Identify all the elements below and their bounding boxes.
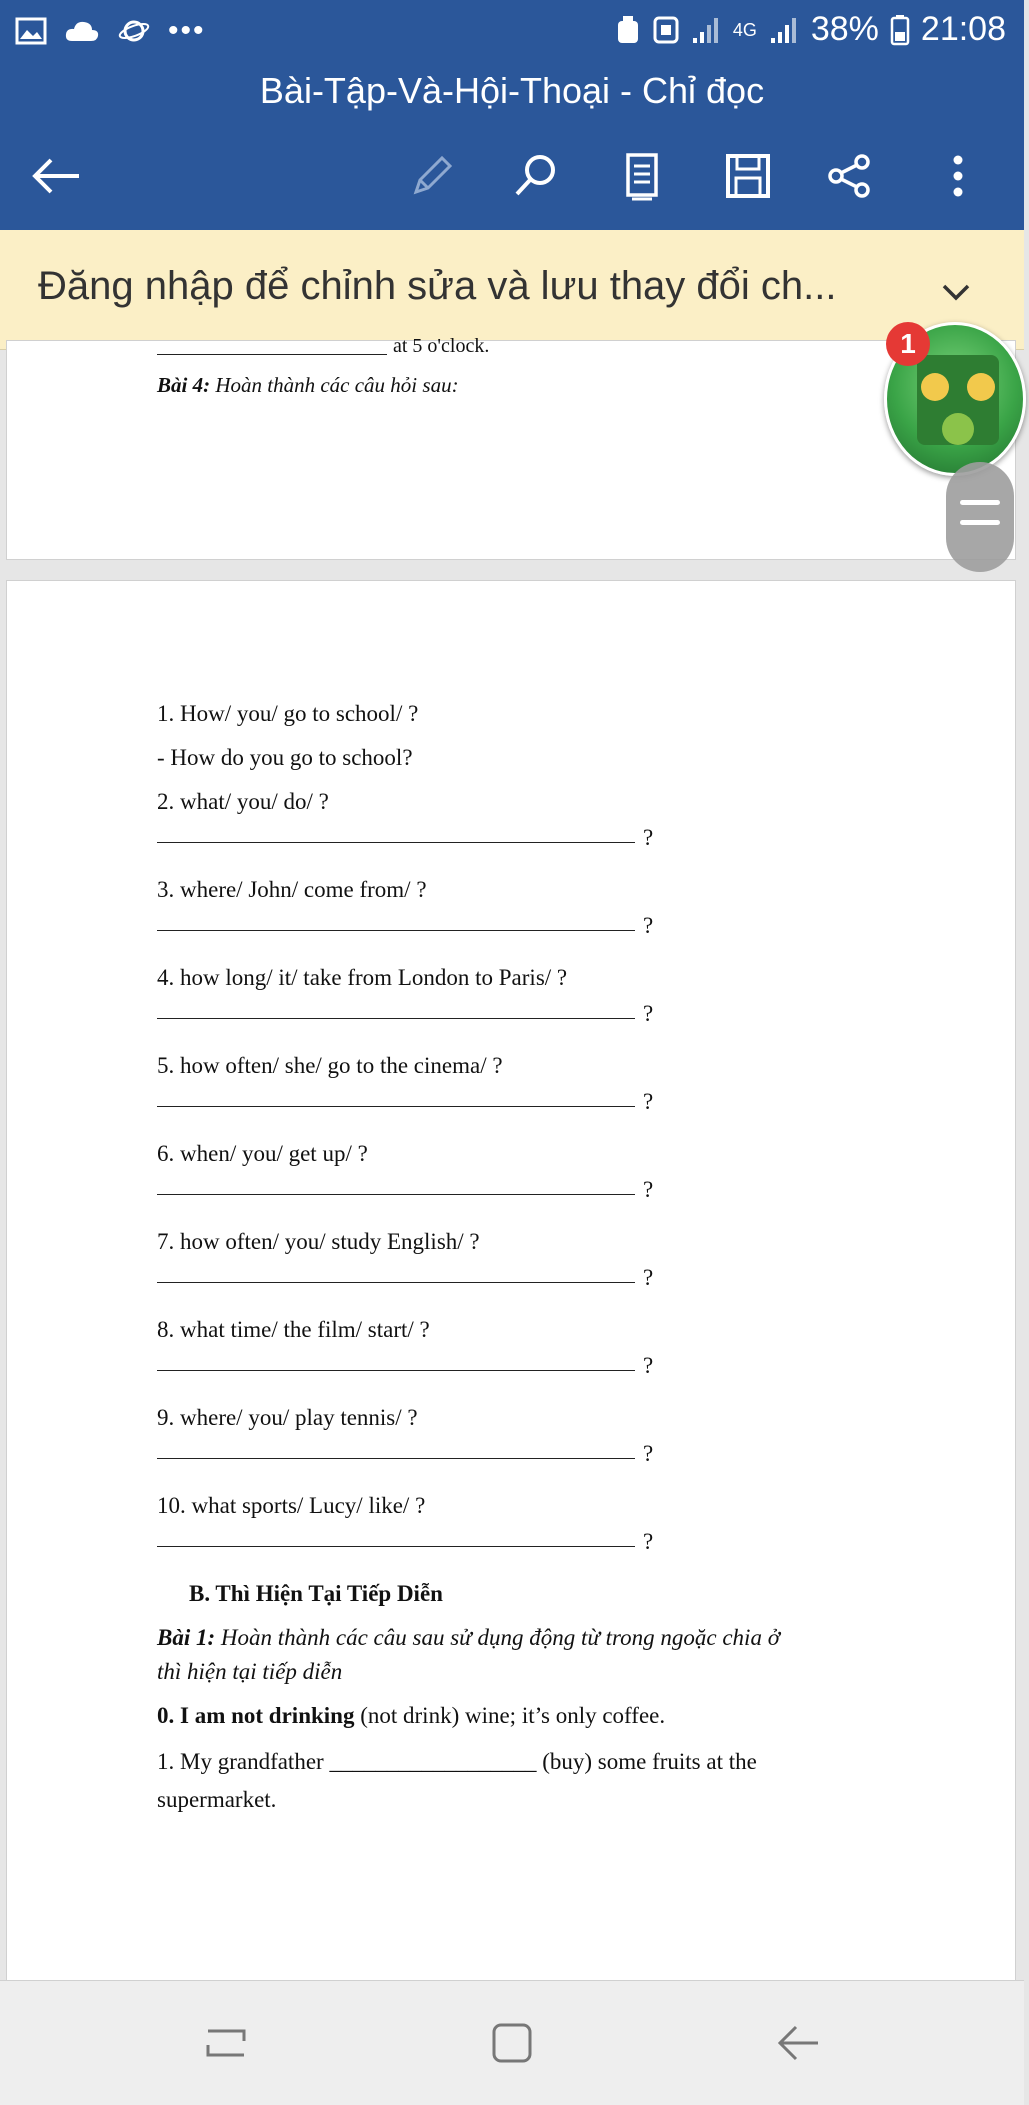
battery-percent: 38%	[810, 10, 879, 48]
question-mark-8: ?	[643, 1353, 654, 1378]
status-notification-icons	[16, 14, 206, 48]
answer-blank-7	[157, 1281, 635, 1283]
question-mark-7: ?	[643, 1265, 654, 1290]
example-0-answer: 0. I am not drinking	[157, 1703, 355, 1728]
question-mark-4: ?	[643, 1001, 654, 1026]
answer-blank-10	[157, 1545, 635, 1547]
section-b-heading: B. Thì Hiện Tại Tiếp Diễn	[189, 1581, 443, 1606]
app-title-bar	[0, 62, 1024, 230]
exercise-1-end: (buy) some fruits at the	[536, 1749, 757, 1774]
reading-view-button[interactable]	[614, 148, 670, 204]
chevron-down-icon[interactable]	[936, 272, 976, 312]
answer-blank	[157, 353, 387, 355]
answer-blank-6	[157, 1193, 635, 1195]
bai4-instruction: Hoàn thành các câu hỏi sau:	[210, 373, 459, 397]
exercise-heading-bai1	[157, 1625, 780, 1651]
question-mark-6: ?	[643, 1177, 654, 1202]
bai1-label: Bài 1:	[157, 1625, 216, 1650]
network-type: 4G	[732, 19, 757, 40]
sign-in-banner-text[interactable]: Đăng nhập để chỉnh sửa và lưu thay đổi ch...	[38, 264, 837, 308]
question-6: 6. when/ you/ get up/ ?	[157, 1141, 368, 1166]
bai1-instruction-line2: thì hiện tại tiếp diễn	[157, 1659, 343, 1684]
example-0	[157, 1703, 665, 1729]
exercise-1	[157, 1749, 757, 1775]
bai1-instruction: Hoàn thành các câu sau sử dụng động từ trong ngoặc chia ở	[215, 1625, 780, 1650]
document-page-1	[6, 335, 1016, 560]
question-5: 5. how often/ she/ go to the cinema/ ?	[157, 1053, 503, 1078]
question-7: 7. how often/ you/ study English/ ?	[157, 1229, 480, 1254]
more-options-button[interactable]	[930, 148, 986, 204]
share-button[interactable]	[822, 148, 878, 204]
document-view-icon	[622, 152, 662, 200]
gallery-icon	[16, 18, 46, 44]
question-mark-2: ?	[643, 825, 654, 850]
recent-apps-button[interactable]	[196, 2013, 256, 2073]
edit-button[interactable]	[404, 148, 460, 204]
exercise-1-line2: supermarket.	[157, 1787, 277, 1812]
answer-1: - How do you go to school?	[157, 745, 413, 770]
cut-off-text: at 5 o'clock.	[393, 335, 490, 357]
alarm-icon	[615, 15, 641, 45]
question-2: 2. what/ you/ do/ ?	[157, 789, 329, 814]
question-3: 3. where/ John/ come from/ ?	[157, 877, 427, 902]
scroll-handle-line	[960, 500, 1000, 505]
bai4-label: Bài 4:	[157, 373, 211, 397]
answer-blank-3	[157, 929, 635, 931]
more-vertical-icon	[950, 152, 966, 200]
question-mark-5: ?	[643, 1089, 654, 1114]
system-nav-bar	[0, 1980, 1024, 2105]
cloud-icon	[64, 19, 100, 43]
answer-blank-9	[157, 1457, 635, 1459]
signal-icon-1	[691, 16, 721, 44]
notification-badge: 1	[886, 322, 930, 366]
question-1: 1. How/ you/ go to school/ ?	[157, 701, 419, 726]
system-back-icon	[774, 2023, 822, 2063]
question-8: 8. what time/ the film/ start/ ?	[157, 1317, 430, 1342]
exercise-1-blank: __________________	[329, 1749, 537, 1774]
battery-icon	[891, 15, 909, 45]
share-icon	[826, 152, 874, 200]
home-button[interactable]	[482, 2013, 542, 2073]
clock: 21:08	[920, 10, 1006, 48]
question-9: 9. where/ you/ play tennis/ ?	[157, 1405, 418, 1430]
system-back-button[interactable]	[768, 2013, 828, 2073]
search-icon	[512, 152, 560, 200]
question-mark-10: ?	[643, 1529, 654, 1554]
exercise-1-start: 1. My grandfather	[157, 1749, 330, 1774]
answer-blank-4	[157, 1017, 635, 1019]
nfc-icon	[653, 15, 679, 45]
answer-blank-8	[157, 1369, 635, 1371]
document-page-2	[6, 580, 1016, 2000]
exercise-heading-bai4	[157, 373, 459, 398]
sign-in-banner[interactable]	[0, 230, 1024, 350]
scroll-handle[interactable]	[946, 462, 1014, 572]
search-button[interactable]	[508, 148, 564, 204]
scroll-handle-line	[960, 520, 1000, 525]
question-mark-3: ?	[643, 913, 654, 938]
more-notifications-icon: •••	[168, 14, 206, 47]
answer-blank-5	[157, 1105, 635, 1107]
question-4: 4. how long/ it/ take from London to Paris/ ?	[157, 965, 568, 990]
recent-apps-icon	[204, 2023, 248, 2063]
pencil-icon	[408, 152, 456, 200]
back-button[interactable]	[28, 148, 84, 204]
save-button[interactable]	[720, 148, 776, 204]
question-10: 10. what sports/ Lucy/ like/ ?	[157, 1493, 426, 1518]
home-icon	[490, 2021, 534, 2065]
question-mark-9: ?	[643, 1441, 654, 1466]
answer-blank-2	[157, 841, 635, 843]
signal-icon-2	[769, 16, 799, 44]
save-icon	[724, 152, 772, 200]
back-arrow-icon	[31, 156, 81, 196]
status-bar	[0, 0, 1024, 62]
document-canvas[interactable]	[0, 335, 1024, 1980]
planet-icon	[118, 16, 150, 46]
status-system-icons	[615, 10, 1006, 49]
example-0-rest: (not drink) wine; it’s only coffee.	[354, 1703, 666, 1728]
document-title: Bài-Tập-Và-Hội-Thoại - Chỉ đọc	[259, 70, 765, 111]
